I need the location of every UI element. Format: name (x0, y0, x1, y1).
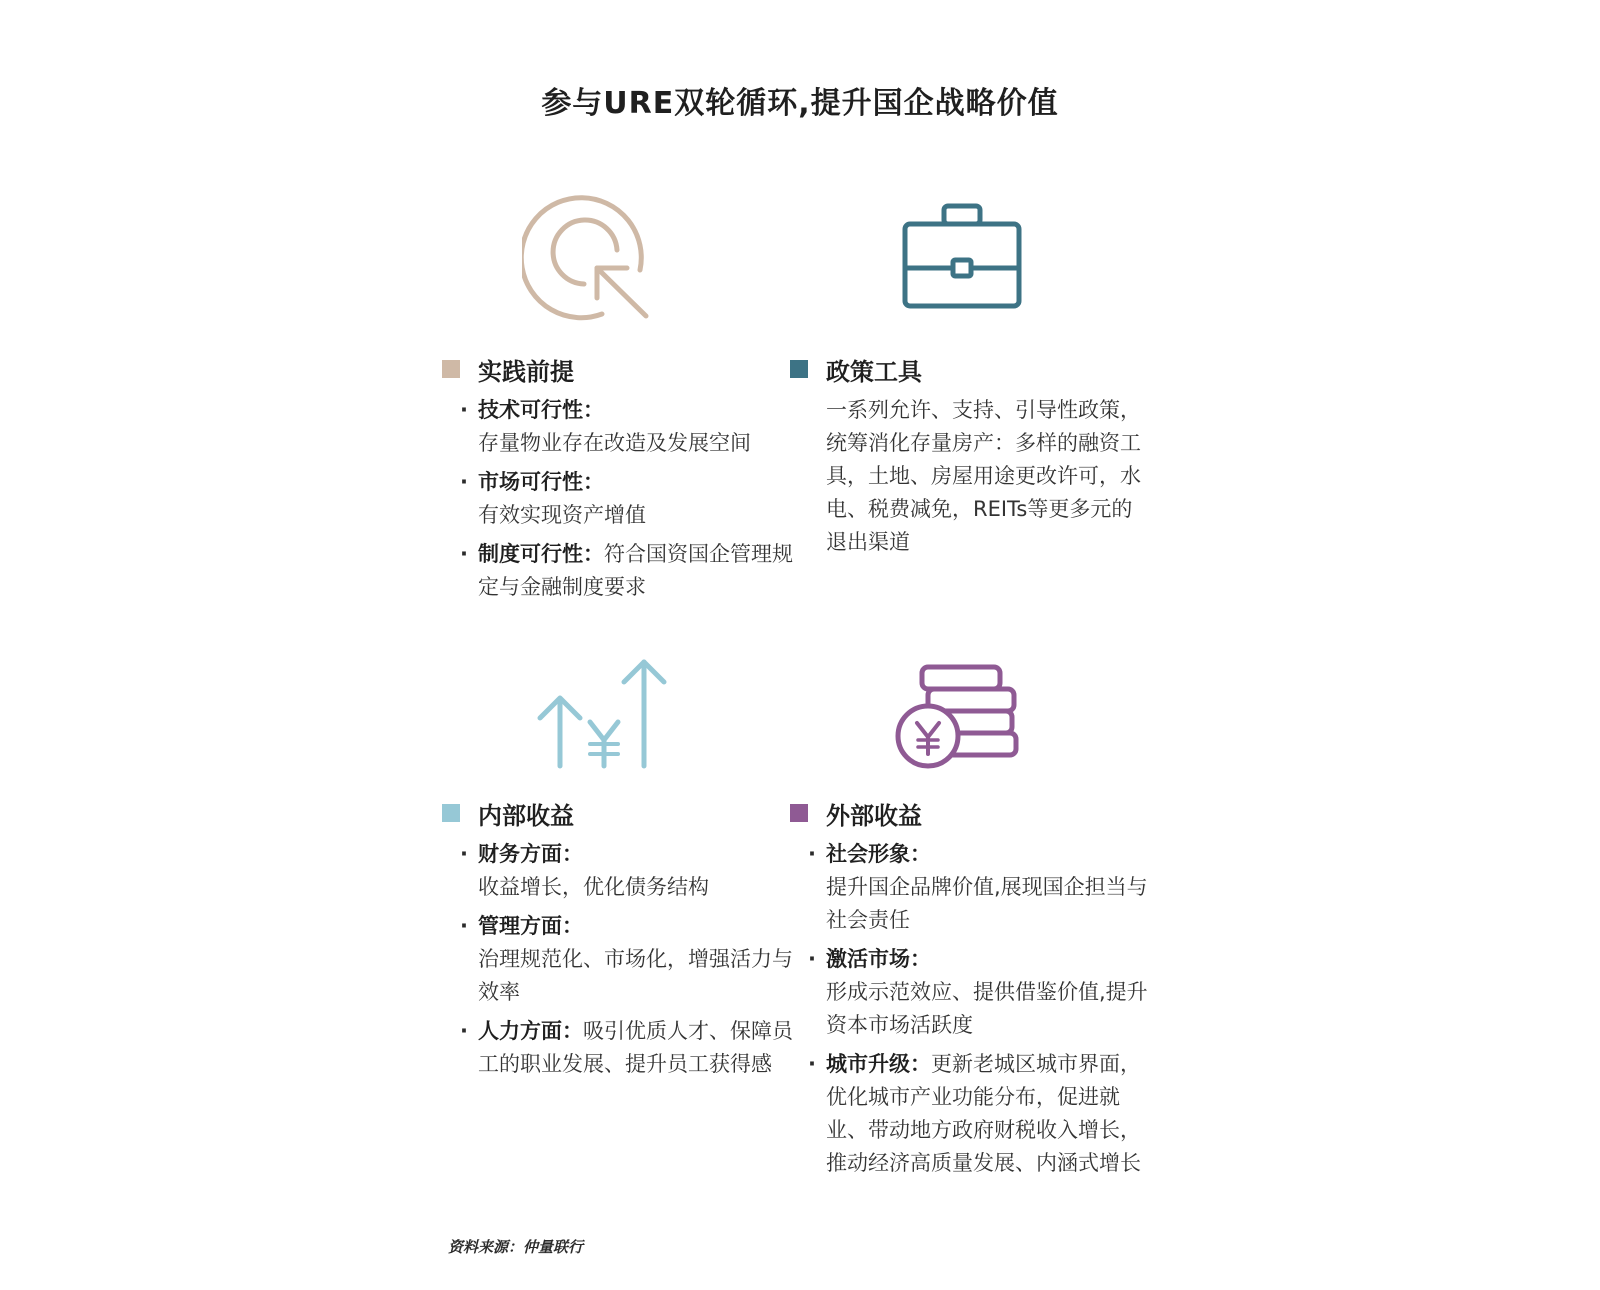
list-item: · 城市升级：更新老城区城市界面，优化城市产业功能分布，促进就业、带动地方政府财税收入增长，推动经济高质量发展、内涵式增长 (808, 1052, 1141, 1175)
list-item: · 技术可行性： 存量物业存在改造及发展空间 (460, 398, 751, 455)
briefcase-icon (900, 200, 1024, 312)
policy-description: 一系列允许、支持、引导性政策，统筹消化存量房产：多样的融资工具，土地、房屋用途更改许可，水电、税费减免，REITs等更多元的退出渠道 (826, 398, 1141, 554)
quadrant-title: 政策工具 (826, 357, 922, 386)
quadrant-header (442, 352, 802, 386)
source-note: 资料来源：仲量联行 (448, 1238, 584, 1256)
list-item: · 激活市场： 形成示范效应、提供借鉴价值,提升资本市场活跃度 (808, 947, 1148, 1037)
list-item: · 市场可行性： 有效实现资产增值 (460, 470, 646, 527)
quadrant-header (790, 352, 1150, 386)
list-item: · 人力方面：吸引优质人才、保障员工的职业发展、提升员工获得感 (460, 1019, 793, 1076)
coins-yen-icon (890, 662, 1025, 770)
quadrant-header (442, 796, 802, 830)
tan-square-marker (442, 360, 460, 378)
teal-square-marker (790, 360, 808, 378)
arrows-yen-icon (532, 652, 672, 772)
bullet-list (442, 394, 802, 604)
bullet-list (442, 838, 802, 1081)
purple-square-marker (790, 804, 808, 822)
quadrant-title: 内部收益 (478, 801, 574, 830)
list-item: · 管理方面： 治理规范化、市场化，增强活力与效率 (460, 914, 793, 1004)
quadrant-policy (790, 352, 1150, 559)
quadrant-internal (442, 796, 802, 1087)
quadrant-title: 实践前提 (478, 357, 574, 386)
page-title: 参与URE双轮循环,提升国企战略价值 (541, 86, 1059, 121)
quadrant-header (790, 796, 1150, 830)
bullet-list (790, 838, 1150, 1180)
list-item: · 社会形象： 提升国企品牌价值,展现国企担当与社会责任 (808, 842, 1148, 932)
target-cursor-icon (522, 192, 662, 322)
lightblue-square-marker (442, 804, 460, 822)
list-item: · 财务方面： 收益增长，优化债务结构 (460, 842, 709, 899)
list-item: · 制度可行性：符合国资国企管理规定与金融制度要求 (460, 542, 793, 599)
quadrant-external (790, 796, 1150, 1186)
quadrant-practice (442, 352, 802, 610)
quadrant-title: 外部收益 (826, 801, 922, 830)
